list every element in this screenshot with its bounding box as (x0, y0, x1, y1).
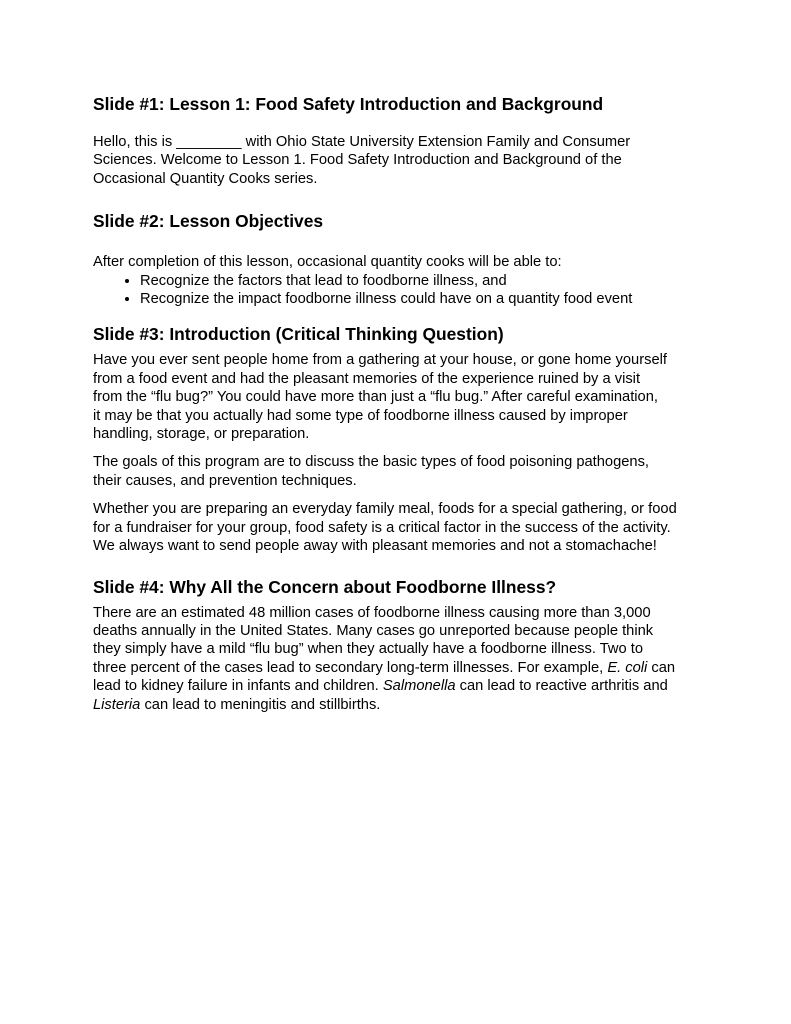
document-page (93, 93, 708, 714)
organism-name: Listeria (93, 696, 141, 713)
slide1-heading: Slide #1: Lesson 1: Food Safety Introduction and Background (93, 94, 604, 114)
text-line: their causes, and prevention techniques. (93, 472, 357, 489)
text-line: handling, storage, or preparation. (93, 426, 310, 443)
organism-name: E. coli (607, 659, 648, 676)
text-line: There are an estimated 48 million cases of foodborne illness causing more than 3,000 (93, 604, 651, 621)
list-item: • Recognize the factors that lead to foodborne illness, and (140, 272, 708, 290)
text-line: We always want to send people away with pleasant memories and not a stomachache! (93, 538, 657, 555)
slide3-paragraph-1 (93, 351, 708, 443)
text-line: it may be that you actually had some type of foodborne illness caused by improper (93, 407, 628, 424)
text-line: Occasional Quantity Cooks series. (93, 170, 318, 187)
slide1-paragraph (93, 133, 708, 188)
text-fragment: can (647, 659, 676, 676)
text-line: Whether you are preparing an everyday family meal, foods for a special gathering, or food (93, 501, 677, 518)
text-line: from the “flu bug?” You could have more than just a “flu bug.” After careful examination, (93, 389, 658, 406)
text-fragment: can lead to meningitis and stillbirths. (140, 696, 381, 713)
slide3-heading: Slide #3: Introduction (Critical Thinking Question) (93, 324, 504, 345)
objectives-list (93, 272, 708, 309)
text-line: for a fundraiser for your group, food safety is a critical factor in the success of the activity. (93, 519, 671, 536)
slide3-paragraph-3 (93, 500, 708, 555)
organism-name: Salmonella (382, 678, 456, 695)
slide4-heading: Slide #4: Why All the Concern about Foodborne Illness? (93, 576, 557, 597)
text-line: from a food event and had the pleasant memories of the experience ruined by a visit (93, 370, 641, 387)
text-line: Have you ever sent people home from a gathering at your house, or gone home yourself (93, 352, 667, 369)
text-line: Sciences. Welcome to Lesson 1. Food Safety Introduction and Background of the (93, 152, 622, 169)
text-line: lead to kidney failure in infants and children. (93, 678, 383, 695)
slide2-intro: After completion of this lesson, occasional quantity cooks will be able to: (93, 254, 562, 271)
text-line: Hello, this is ________ with Ohio State University Extension Family and Consumer (93, 134, 631, 150)
list-item: • Recognize the impact foodborne illness could have on a quantity food event (140, 290, 708, 308)
text-line: The goals of this program are to discuss the basic types of food poisoning pathogens, (93, 454, 650, 471)
text-line: they simply have a mild “flu bug” when they actually have a foodborne illness. Two to (93, 641, 643, 658)
slide4-paragraph (93, 604, 708, 714)
text-fragment: can lead to reactive arthritis and (455, 678, 668, 695)
text-line: deaths annually in the United States. Many cases go unreported because people think (93, 622, 654, 639)
slide3-paragraph-2 (93, 453, 708, 490)
text-line: three percent of the cases lead to secondary long-term illnesses. For example, (93, 659, 608, 676)
slide2-heading: Slide #2: Lesson Objectives (93, 211, 324, 232)
